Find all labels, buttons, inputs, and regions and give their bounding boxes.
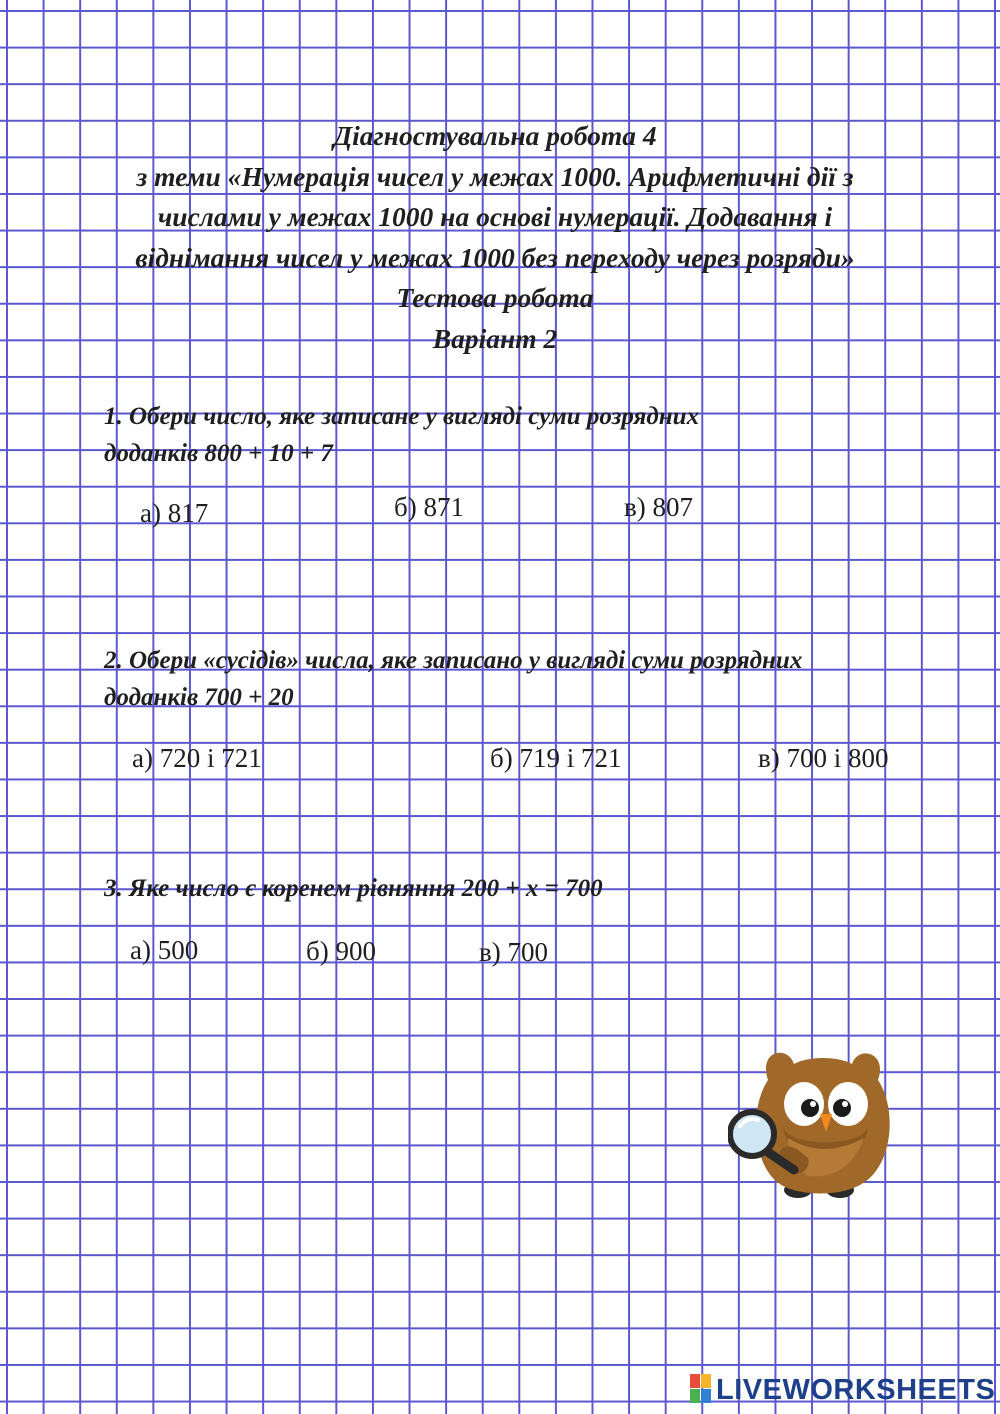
- question-1-text: [104, 398, 699, 472]
- title-line-2: з теми «Нумерація чисел у межах 1000. Арифметичні дії з: [136, 160, 854, 192]
- title-line-5: Тестова робота: [396, 282, 594, 313]
- question-3-option-a[interactable]: а) 500: [130, 935, 199, 965]
- title-line-4: віднімання чисел у межах 1000 без переходу через розряди»: [135, 241, 855, 273]
- question-2-line-2: доданків 700 + 20: [104, 684, 294, 711]
- question-2-text: [104, 642, 802, 716]
- question-1-option-c[interactable]: в) 807: [624, 492, 693, 522]
- title-line-1: Діагностувальна робота 4: [333, 120, 657, 151]
- liveworksheets-logo-icon: [690, 1374, 712, 1404]
- question-3-line-1: 3. Яке число є коренем рівняння 200 + х = 700: [104, 875, 603, 902]
- question-2-option-a[interactable]: а) 720 і 721: [132, 743, 262, 773]
- question-2-option-b[interactable]: б) 719 і 721: [490, 743, 622, 773]
- question-2-line-1: 2. Обери «сусідів» числа, яке записано у вигляді суми розрядних: [104, 647, 803, 674]
- title-line-6: Варіант 2: [432, 322, 558, 354]
- question-1-line-2: доданків 800 + 10 + 7: [104, 440, 333, 467]
- question-1-line-1: 1. Обери число, яке записане у вигляді суми розрядних: [104, 403, 700, 430]
- question-1-option-a[interactable]: а) 817: [140, 498, 209, 528]
- liveworksheets-footer: [690, 1372, 996, 1408]
- owl-with-magnifier-icon: [728, 1040, 898, 1208]
- question-1-option-b[interactable]: б) 871: [394, 492, 464, 522]
- worksheet-title: [40, 116, 950, 359]
- question-2-option-c[interactable]: в) 700 і 800: [758, 743, 889, 773]
- question-3-text: [104, 870, 603, 907]
- brand-name[interactable]: LIVEWORKSHEETS: [716, 1374, 996, 1406]
- question-3-option-b[interactable]: б) 900: [306, 936, 376, 966]
- title-line-3: числами у межах 1000 на основі нумерації. Додавання і: [157, 201, 833, 232]
- question-3-option-c[interactable]: в) 700: [479, 937, 548, 967]
